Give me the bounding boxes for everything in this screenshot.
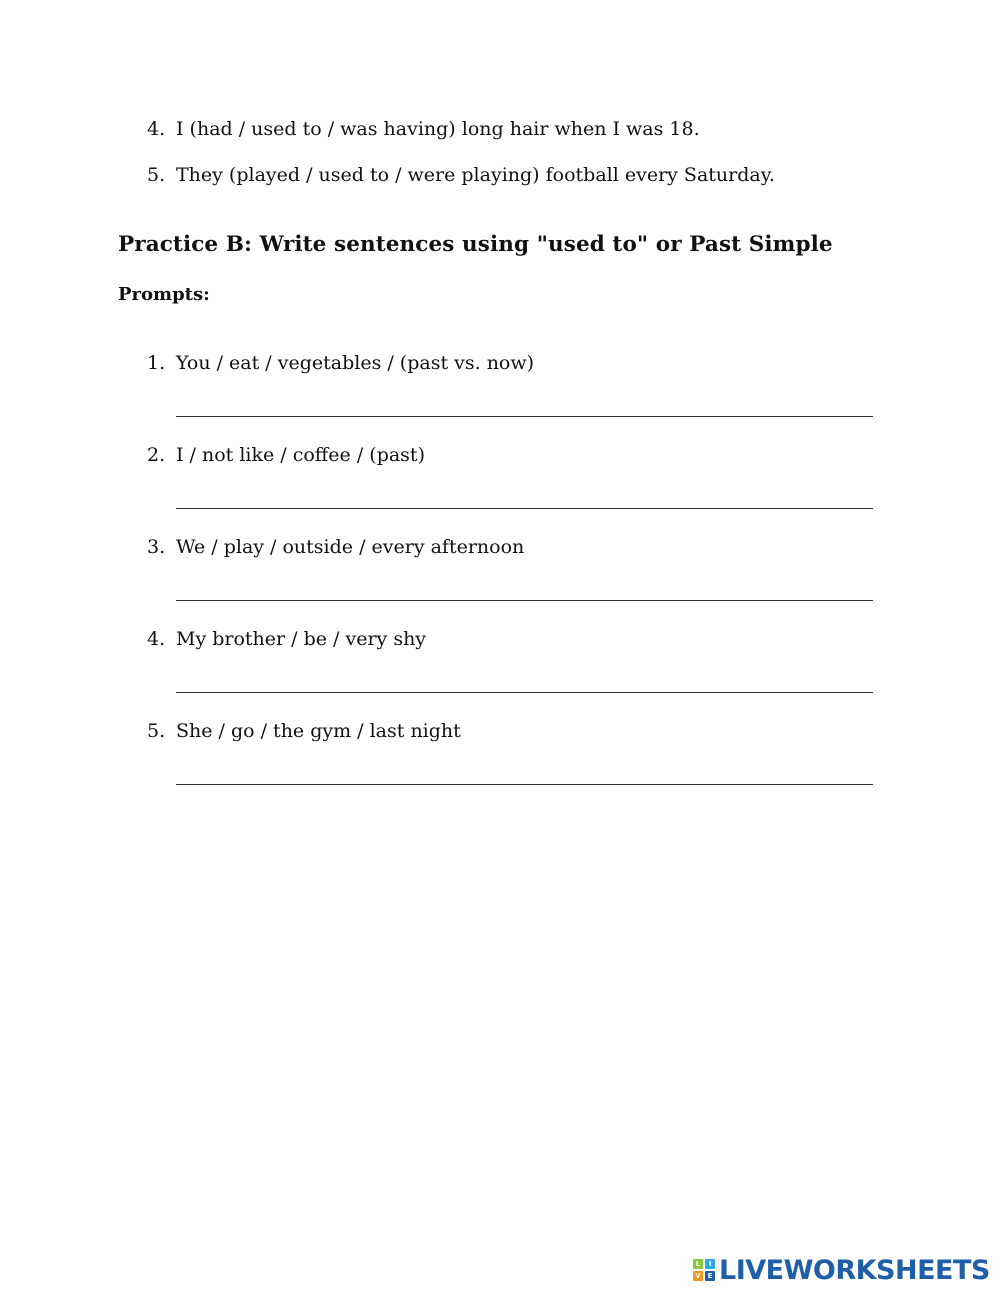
answer-line-3[interactable]: [176, 600, 873, 601]
answer-line-2[interactable]: [176, 508, 873, 509]
exercise-a-item-4: [147, 117, 700, 141]
prompt-text: My brother / be / very shy: [176, 628, 427, 650]
prompt-text: You / eat / vegetables / (past vs. now): [176, 352, 535, 374]
prompts-label: Prompts:: [118, 284, 210, 305]
prompt-4: [147, 627, 426, 651]
item-number: 5.: [147, 164, 166, 186]
exercise-a-item-5: [147, 163, 775, 187]
logo-mark-letter: I: [705, 1259, 715, 1269]
answer-line-5[interactable]: [176, 784, 873, 785]
prompt-text: We / play / outside / every afternoon: [176, 536, 525, 558]
prompt-number: 4.: [147, 628, 166, 650]
prompt-3: [147, 535, 524, 559]
logo-mark-letter: V: [693, 1271, 703, 1281]
item-number: 4.: [147, 118, 166, 140]
prompt-5: [147, 719, 461, 743]
practice-b-heading: Practice B: Write sentences using "used to" or Past Simple: [118, 232, 833, 257]
prompt-number: 5.: [147, 720, 166, 742]
prompt-number: 2.: [147, 444, 166, 466]
prompt-number: 1.: [147, 352, 166, 374]
prompt-number: 3.: [147, 536, 166, 558]
prompt-text: I / not like / coffee / (past): [176, 444, 425, 466]
answer-line-1[interactable]: [176, 416, 873, 417]
logo-mark-icon: [693, 1259, 715, 1281]
prompt-1: [147, 351, 534, 375]
logo-text: LIVEWORKSHEETS: [719, 1254, 990, 1286]
item-text: They (played / used to / were playing) football every Saturday.: [176, 164, 775, 186]
answer-line-4[interactable]: [176, 692, 873, 693]
logo-mark-letter: L: [693, 1259, 703, 1269]
liveworksheets-logo[interactable]: [693, 1254, 990, 1286]
item-text: I (had / used to / was having) long hair when I was 18.: [176, 118, 700, 140]
prompt-2: [147, 443, 425, 467]
prompt-text: She / go / the gym / last night: [176, 720, 461, 742]
logo-mark-letter: E: [705, 1271, 715, 1281]
